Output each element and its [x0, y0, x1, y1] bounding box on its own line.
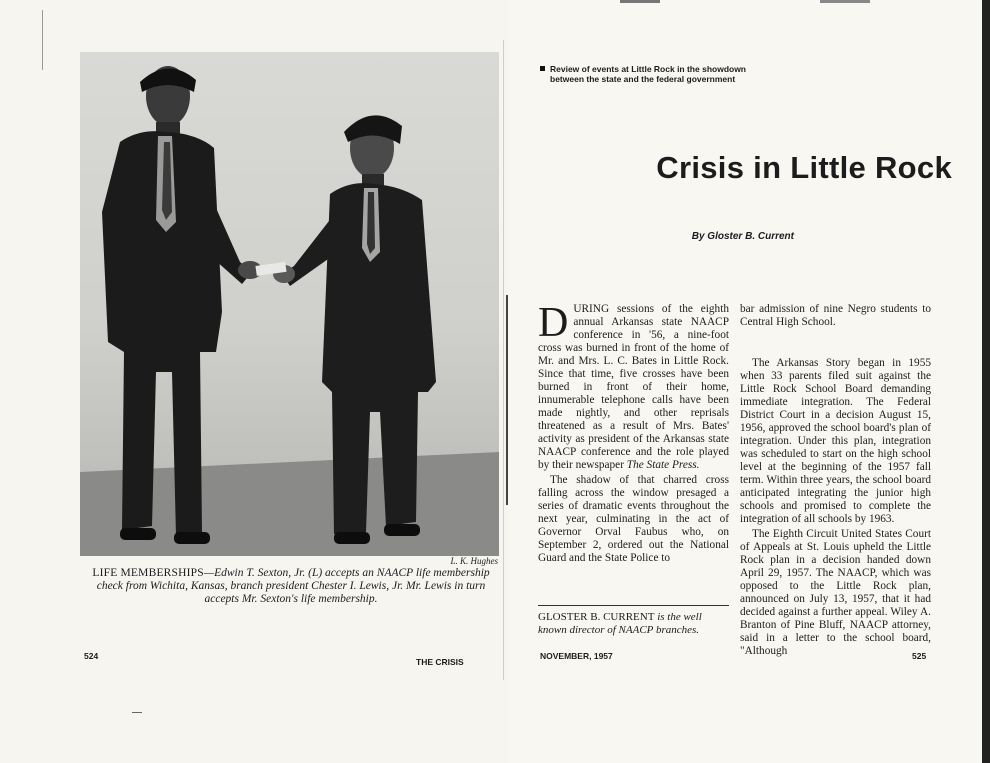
article-headline: Crisis in Little Rock [656, 150, 952, 185]
author-note-text: is the well known director of NAACP branches. [538, 611, 702, 636]
page-number-right: 525 [912, 651, 927, 661]
scan-edge [982, 0, 990, 763]
kicker [540, 64, 780, 84]
paragraph [538, 300, 729, 472]
scan-mark [820, 0, 870, 3]
drop-cap: D [538, 300, 569, 346]
photo-credit: L. K. Hughes [450, 556, 498, 566]
kicker-line-1: Review of events at Little Rock in the showdown [550, 64, 747, 74]
caption-lead: LIFE MEMBERSHIPS [92, 567, 204, 579]
paragraph-text: URING sessions of the eighth annual Arkansas state NAACP conference in '56, a nine-foot cross was burned in front of the home of Mr. and Mrs. L. C. Bates in Little Rock. Since that time, five crosses have been burned in front of their home, innumerable telephone calls have been made nightly, and other reprisals threatened as a result of Mrs. Bates' activity as president of the Arkansas state NAACP conference and the role played by their newspaper [538, 303, 729, 471]
gutter-shadow [506, 295, 508, 505]
page-number-left: 524 [84, 651, 99, 661]
page-fold [503, 40, 504, 680]
author-name: GLOSTER B. CURRENT [538, 611, 655, 623]
author-note [538, 611, 729, 637]
photograph [80, 52, 499, 556]
scan-mark [42, 10, 43, 70]
bullet-icon [540, 66, 545, 71]
issue-date: NOVEMBER, 1957 [540, 651, 613, 661]
paragraph: The shadow of that charred cross falling across the window presaged a series of dramatic events throughout the next year, culminating in the act of Governor Orval Faubus who, on September 2, ordered out the National Guard and the State Police to [538, 474, 729, 564]
photo-illustration [80, 52, 499, 556]
newspaper-title: The State Press. [626, 459, 700, 471]
caption-body: —Edwin T. Sexton, Jr. (L) accepts an NAACP life membership check from Wichita, Kansas, branch president Chester I. Lewis, Jr. Mr. Lewis in turn accepts Mr. Sexton's life membership. [96, 567, 490, 605]
footnote-rule [538, 605, 729, 606]
magazine-name: THE CRISIS [416, 657, 464, 667]
paragraph: The Eighth Circuit United States Court of Appeals at St. Louis upheld the Little Rock plan in a decision handed down April 29, 1957. The NAACP, which was opposed to the Little Rock plan, announced on July 13, 1957, that it had decided against a further appeal. Wiley A. Branton of Pine Bluff, NAACP attorney, said in a letter to the school board, "Although [740, 528, 931, 657]
article-column-2 [740, 303, 931, 660]
article-column-1 [538, 300, 729, 567]
scan-mark [132, 712, 142, 713]
paragraph: The Arkansas Story began in 1955 when 33 parents filed suit against the Little Rock School Board demanding immediate integration. The Federal District Court in a decision August 15, 1956, approved the school board's plan of integration. Under this plan, integration was scheduled to start on the high school level at the beginning of the 1957 fall term. Within three years, the school board anticipated integrating the junior high schools and promised to complete the integration of all schools by 1963. [740, 357, 931, 525]
kicker-line-2: between the state and the federal government [550, 74, 736, 84]
byline: By Gloster B. Current [691, 231, 794, 242]
photo-caption [84, 567, 498, 606]
scan-mark [620, 0, 660, 3]
paragraph: bar admission of nine Negro students to Central High School. [740, 303, 931, 328]
